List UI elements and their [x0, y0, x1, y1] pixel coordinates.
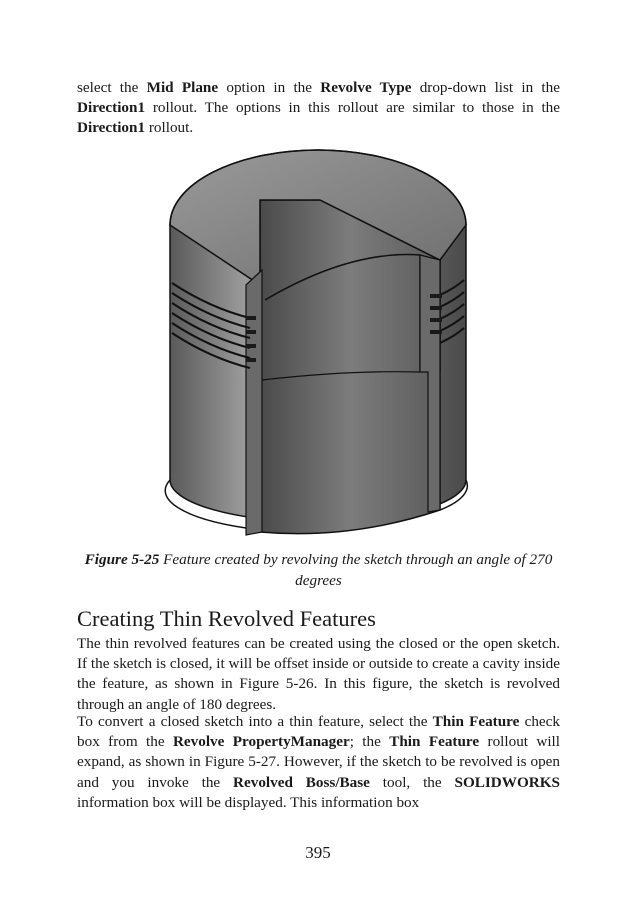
- bold-term: Revolve Type: [320, 79, 412, 96]
- section-paragraph-1: The thin revolved features can be created using the closed or the open sketch. If the sketch is closed, it will be offset inside or outside to create a cavity inside the feature, as shown in Figure 5-26. In this figure, the sketch is revolved through an angle of 180 degrees.: [77, 635, 560, 713]
- bold-term: Revolve PropertyManager: [172, 733, 350, 751]
- text-run: To convert a closed sketch into a thin feature, select the: [77, 713, 433, 730]
- page-number: 395: [305, 843, 331, 862]
- text-run: rollout. The options in this rollout are similar to those in the: [145, 99, 560, 117]
- section-heading: Creating Thin Revolved Features: [77, 606, 376, 631]
- bold-term: Thin Feature: [389, 733, 480, 751]
- figure-label: Figure 5-25: [84, 551, 160, 568]
- text-run: select the: [77, 79, 147, 96]
- figure-caption-text: Feature created by revolving the sketch through an angle of 270 degrees: [159, 551, 553, 589]
- text-run: information box will be displayed. This information box: [77, 793, 420, 811]
- intro-paragraph: [77, 78, 560, 139]
- figure-caption: [77, 549, 560, 591]
- figure-5-25-revolved-feature: [150, 140, 486, 540]
- text-run: rollout.: [145, 119, 194, 137]
- bold-term: Mid Plane: [146, 79, 219, 96]
- bold-term: Revolved Boss/Base: [233, 773, 370, 791]
- section-paragraph-2: [77, 712, 560, 813]
- bold-term: SOLIDWORKS: [454, 773, 560, 791]
- bold-term: Thin Feature: [432, 713, 520, 730]
- text-run: check box from the: [77, 713, 560, 751]
- bold-term: Direction1: [77, 99, 146, 117]
- section-face-left: [246, 270, 262, 535]
- text-run: ; the: [349, 733, 390, 751]
- text-run: tool, the: [369, 773, 455, 791]
- text-run: drop-down list in the: [411, 79, 560, 96]
- inner-cavity: [260, 200, 440, 534]
- revolved-part-illustration: [150, 140, 486, 540]
- text-run: option in the: [218, 79, 321, 96]
- bold-term: Direction1: [77, 119, 146, 137]
- text-run: rollout will expand, as shown in Figure 5-27. However, if the sketch to be revolved is open and you invoke the: [77, 733, 560, 791]
